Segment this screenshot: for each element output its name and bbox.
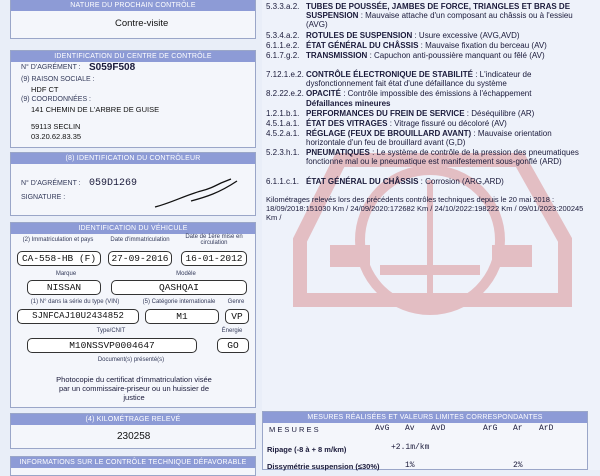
date-immat-value: 27-09-2016 (108, 251, 172, 266)
genre-label: Genre (227, 299, 245, 305)
defect-desc: : Le système de contrôle de la pression des pneumatiques fonctionne mal ou le pneumatique est manifestement sous-gonflé (ARD) (306, 148, 579, 166)
mesures-title: M E S U R E S (269, 425, 319, 434)
type-label: Type/CNIT (96, 328, 126, 334)
defect-desc: : Vitrage fissuré ou décoloré (AV) (387, 119, 507, 128)
km-history: Kilométrages relevés lors des précédents contrôles techniques depuis le 20 mai 2018 : 18/09/2018:151030 Km / 24/09/2020:172682 Km / 24/10/2022:198222 Km / 09/01/2023:200245 Km / (266, 195, 584, 222)
mesures-row2-ar: 2% (513, 461, 523, 470)
signature-scribble (151, 177, 241, 211)
centre-header: IDENTIFICATION DU CENTRE DE CONTRÔLE (11, 51, 255, 62)
defect-title: CONTRÔLE ÉLECTRONIQUE DE STABILITÉ (306, 70, 473, 79)
next-visit-header: NATURE DU PROCHAIN CONTRÔLE (11, 0, 255, 11)
next-visit-value: Contre-visite (115, 18, 169, 29)
marque-value: NISSAN (27, 280, 101, 295)
col-ard: ArD (539, 424, 554, 433)
defect-title: RÉGLAGE (FEUX DE BROUILLARD AVANT) (306, 129, 472, 138)
defect-desc: : L'indicateur de dysfonctionnement fait état d'une défaillance du système (306, 70, 532, 88)
col-ar: Ar (513, 424, 523, 433)
defect-title: TRANSMISSION (306, 51, 368, 60)
col-arg: ArG (483, 424, 498, 433)
centre-agrement-label: N° D'AGRÉMENT : (21, 64, 81, 71)
controleur-agrement-value: 059D1269 (89, 178, 138, 189)
defect-desc: : Contrôle impossible des émissions à l'échappement (340, 89, 532, 98)
mesures-panel (262, 411, 588, 470)
mesures-row2-av: 1% (405, 461, 415, 470)
defect-code: 5.2.3.h.1. (266, 148, 300, 157)
centre-raison-value: HDF CT (31, 85, 59, 94)
defect-title: PNEUMATIQUES (306, 148, 370, 157)
docs-label: Document(s) présenté(s) (97, 357, 165, 363)
date-first-value: 16-01-2012 (181, 251, 247, 266)
col-avd: AvD (431, 424, 446, 433)
centre-agrement-value: S059F508 (89, 62, 136, 73)
kilometrage-panel (10, 413, 256, 449)
controleur-panel (10, 152, 256, 216)
defect-title: ÉTAT GÉNÉRAL DU CHÂSSIS (306, 41, 419, 50)
centre-coord-label: (9) COORDONNÉES : (21, 96, 92, 103)
defect-desc: : Mauvaise orientation horizontale d'un feu de brouillard avant (G,D) (306, 129, 552, 147)
vin-label: (1) N° dans la série du type (VIN) (30, 299, 120, 305)
marque-label: Marque (55, 271, 77, 277)
defect-code: 5.3.3.a.2. (266, 2, 300, 11)
defect-code: 8.2.22.e.2. (266, 89, 304, 98)
docs-value: Photocopie du certificat d'immatriculation visée par un commissaire-priseur ou un huissier de justice (56, 375, 212, 402)
defect-title: ÉTAT GÉNÉRAL DU CHÂSSIS (306, 177, 419, 186)
defect-code: 5.3.4.a.2. (266, 31, 300, 40)
footer-left-header: INFORMATIONS SUR LE CONTRÔLE TECHNIQUE DÉFAVORABLE (11, 457, 255, 468)
vehicule-panel (10, 222, 256, 408)
controleur-signature-label: SIGNATURE : (21, 194, 66, 201)
defect-desc: : Mauvaise attache d'un composant au châssis ou à l'essieu (AVG) (306, 11, 573, 29)
defect-desc: : Usure excessive (AVG,AVD) (412, 31, 520, 40)
mesures-row1-label: Ripage (-8 à + 8 m/km) (267, 445, 347, 454)
controleur-agrement-label: N° D'AGRÉMENT : (21, 180, 81, 187)
categorie-value: M1 (145, 309, 219, 324)
type-value: M10NSSVP0004647 (27, 338, 197, 353)
immat-value: CA-558-HB (F) (17, 251, 101, 266)
defect-code: 6.1.7.g.2. (266, 51, 300, 60)
date-first-label: Date de 1ère mise en circulation (185, 234, 243, 246)
mesures-row1-av: +2.1m/km (391, 443, 430, 452)
modele-value: QASHQAI (111, 280, 247, 295)
defect-title: OPACITÉ (306, 89, 341, 98)
defect-desc: : Déséquilibre (AR) (464, 109, 535, 118)
defect-title: TUBES DE POUSSÉE, JAMBES DE FORCE, TRIANGLES ET BRAS DE SUSPENSION (306, 2, 571, 20)
defect-desc: : Capuchon anti-poussière manquant ou fêlé (AV) (367, 51, 545, 60)
defect-title: ÉTAT DES VITRAGES (306, 119, 388, 128)
defect-code: 1.2.1.b.1. (266, 109, 300, 118)
mesures-header: MESURES RÉALISÉES ET VALEURS LIMITES CORRESPONDANTES (263, 412, 587, 423)
centre-raison-label: (9) RAISON SOCIALE : (21, 76, 95, 83)
date-immat-label: Date d'immatriculation (110, 237, 170, 243)
defect-desc: : Mauvaise fixation du berceau (AV) (418, 41, 547, 50)
kilometrage-value: 230258 (117, 431, 151, 442)
col-av: Av (405, 424, 415, 433)
defect-title: PERFORMANCES DU FREIN DE SERVICE (306, 109, 465, 118)
centre-address-line1: 141 CHEMIN DE L'ARBRE DE GUISE (31, 105, 160, 114)
centre-panel (10, 50, 256, 148)
defect-code: 6.1.1.c.1. (266, 177, 299, 186)
energie-label: Énergie (221, 328, 243, 334)
vehicule-header: IDENTIFICATION DU VÉHICULE (11, 223, 255, 234)
defect-code: 6.1.1.e.2. (266, 41, 300, 50)
energie-value: GO (217, 338, 249, 353)
centre-address-line2: 59113 SECLIN (31, 122, 81, 131)
defect-title: ROTULES DE SUSPENSION (306, 31, 413, 40)
footer-left-panel (10, 456, 256, 476)
controleur-header: (8) IDENTIFICATION DU CONTRÔLEUR (11, 153, 255, 164)
kilometrage-header: (4) KILOMÉTRAGE RELEVÉ (11, 414, 255, 425)
defect-code: 4.5.1.a.1. (266, 119, 300, 128)
defect-code: 4.5.2.a.1. (266, 129, 300, 138)
vin-value: SJNFCAJ10U2434852 (17, 309, 139, 324)
genre-value: VP (225, 309, 249, 324)
defect-code: 7.12.1.e.2. (266, 70, 304, 79)
defect-desc: : Corrosion (ARG,ARD) (418, 177, 504, 186)
categorie-label: (5) Catégorie internationale (142, 299, 216, 305)
col-avg: AvG (375, 424, 390, 433)
immat-label: (2) Immatriculation et pays (22, 237, 94, 243)
next-visit-panel (10, 0, 256, 39)
mesures-row2-label: Dissymétrie suspension (≤30%) (267, 462, 380, 471)
centre-phone: 03.20.62.83.35 (31, 132, 82, 141)
modele-label: Modèle (176, 271, 196, 277)
minor-defects-header: Défaillances mineures (306, 99, 391, 108)
